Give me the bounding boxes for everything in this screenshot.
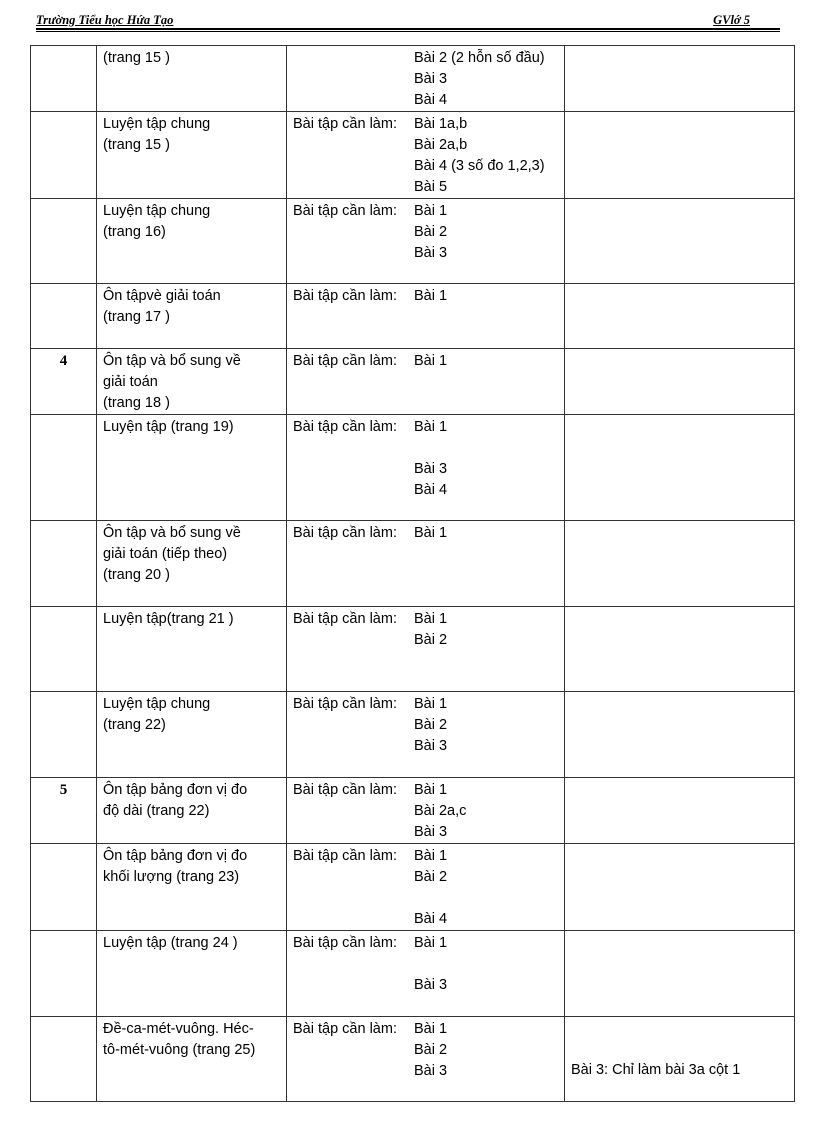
lesson-line: Đề-ca-mét-vuông. Héc-	[103, 1021, 254, 1037]
exercise-item: Bài 2	[414, 1042, 448, 1058]
table-row	[31, 415, 795, 521]
note-cell	[565, 931, 795, 1017]
exercise-item: Bài 2	[414, 632, 448, 648]
exercise-item: Bài 1	[414, 935, 448, 951]
exercise-item: Bài 1	[414, 696, 448, 712]
table-row	[31, 521, 795, 607]
exercise-item: Bài 4	[414, 911, 448, 927]
table-row	[31, 1017, 795, 1102]
table-row	[31, 844, 795, 931]
week-cell	[31, 607, 97, 692]
lesson-cell	[97, 112, 287, 199]
exercise-item: Bài 2a,c	[414, 803, 467, 819]
lesson-cell	[97, 607, 287, 692]
note-cell	[565, 284, 795, 349]
exercise-cell	[287, 112, 565, 199]
lesson-line: Ôn tập bảng đơn vị đo	[103, 848, 248, 864]
exercise-item: Bài 3	[414, 71, 448, 87]
exercise-item: Bài 3	[414, 1063, 448, 1079]
exercise-item: Bài 1	[414, 782, 448, 798]
required-label	[293, 48, 414, 111]
note-cell	[565, 112, 795, 199]
table-row	[31, 349, 795, 415]
exercise-item: Bài 4	[414, 482, 448, 498]
lesson-line: khối lượng (trang 23)	[103, 869, 240, 885]
exercise-cell	[287, 415, 565, 521]
exercise-item: Bài 1	[414, 1021, 448, 1037]
exercise-item: Bài 3	[414, 977, 448, 993]
exercise-item: Bài 1	[414, 419, 448, 435]
exercise-cell	[287, 521, 565, 607]
exercise-cell	[287, 931, 565, 1017]
table-row	[31, 931, 795, 1017]
note-cell	[565, 415, 795, 521]
exercise-item: Bài 2	[414, 869, 448, 885]
exercise-item: Bài 1	[414, 353, 448, 369]
required-label: Bài tập cần làm:	[293, 525, 397, 541]
lesson-line: Luyện tập(trang 21 )	[103, 611, 234, 627]
week-cell	[31, 844, 97, 931]
lesson-line: (trang 17 )	[103, 309, 170, 325]
table-row	[31, 778, 795, 844]
lesson-cell	[97, 46, 287, 112]
lesson-line: giải toán	[103, 374, 158, 390]
week-cell	[31, 284, 97, 349]
lesson-line: (trang 15 )	[103, 137, 170, 153]
exercise-item: Bài 2	[414, 224, 448, 240]
page-header	[36, 12, 780, 28]
table-row	[31, 46, 795, 112]
grade-label: GVlớ 5	[713, 13, 750, 27]
lesson-cell	[97, 521, 287, 607]
required-label: Bài tập cần làm:	[293, 782, 397, 798]
exercise-item: Bài 3	[414, 461, 448, 477]
table-row	[31, 607, 795, 692]
lesson-line: độ dài (trang 22)	[103, 803, 210, 819]
note-cell	[565, 199, 795, 284]
note-cell	[565, 46, 795, 112]
exercise-cell	[287, 349, 565, 415]
lesson-cell	[97, 199, 287, 284]
week-cell: 5	[31, 778, 97, 844]
lesson-line: (trang 16)	[103, 224, 166, 240]
exercise-item: Bài 3	[414, 824, 448, 840]
required-label: Bài tập cần làm:	[293, 419, 397, 435]
lesson-line: Luyện tập (trang 24 )	[103, 935, 238, 951]
exercise-cell	[287, 692, 565, 778]
lesson-cell	[97, 692, 287, 778]
exercise-cell	[287, 1017, 565, 1102]
school-name: Trường Tiểu học Hứa Tạo	[36, 13, 174, 27]
exercise-cell	[287, 778, 565, 844]
required-label: Bài tập cần làm:	[293, 288, 397, 304]
lesson-cell	[97, 778, 287, 844]
exercise-item: Bài 1	[414, 288, 448, 304]
lesson-line: Ôn tậpvè giải toán	[103, 288, 221, 304]
exercise-cell	[287, 844, 565, 931]
exercise-item: Bài 1	[414, 203, 448, 219]
header-rule-thin	[36, 31, 780, 32]
exercise-item: Bài 3	[414, 738, 448, 754]
note-cell	[565, 521, 795, 607]
note-cell	[565, 778, 795, 844]
lesson-line: Luyện tập (trang 19)	[103, 419, 234, 435]
week-cell	[31, 415, 97, 521]
lesson-line: (trang 22)	[103, 717, 166, 733]
required-label: Bài tập cần làm:	[293, 203, 397, 219]
exercise-item: Bài 4	[414, 92, 448, 108]
week-cell	[31, 931, 97, 1017]
required-label: Bài tập cần làm:	[293, 1021, 397, 1037]
note-cell	[565, 692, 795, 778]
table-row	[31, 199, 795, 284]
exercise-item	[414, 954, 558, 975]
lesson-line: (trang 20 )	[103, 567, 170, 583]
lesson-line: Luyện tập chung	[103, 203, 211, 219]
lesson-table	[30, 45, 795, 1102]
lesson-line: (trang 18 )	[103, 395, 170, 411]
exercise-item: Bài 5	[414, 179, 448, 195]
week-cell	[31, 521, 97, 607]
lesson-line: Ôn tập và bổ sung về	[103, 353, 241, 369]
lesson-cell	[97, 1017, 287, 1102]
required-label: Bài tập cần làm:	[293, 848, 397, 864]
lesson-cell	[97, 349, 287, 415]
note-cell	[565, 844, 795, 931]
exercise-item: Bài 2 (2 hỗn số đầu)	[414, 50, 545, 66]
exercise-item: Bài 2a,b	[414, 137, 468, 153]
note-cell	[565, 607, 795, 692]
exercise-item: Bài 1a,b	[414, 116, 468, 132]
exercise-item: Bài 3	[414, 245, 448, 261]
exercise-item	[414, 888, 558, 909]
exercise-cell	[287, 199, 565, 284]
lesson-line: Luyện tập chung	[103, 116, 211, 132]
week-cell: 4	[31, 349, 97, 415]
week-cell	[31, 46, 97, 112]
lesson-table-body	[31, 46, 795, 1102]
lesson-line: Ôn tập bảng đơn vị đo	[103, 782, 248, 798]
week-cell	[31, 199, 97, 284]
lesson-line: Luyện tập chung	[103, 696, 211, 712]
lesson-cell	[97, 844, 287, 931]
lesson-line: Ôn tập và bổ sung về	[103, 525, 241, 541]
lesson-cell	[97, 415, 287, 521]
exercise-item: Bài 1	[414, 611, 448, 627]
exercise-cell	[287, 284, 565, 349]
required-label: Bài tập cần làm:	[293, 935, 397, 951]
exercise-item: Bài 1	[414, 525, 448, 541]
exercise-item: Bài 4 (3 số đo 1,2,3)	[414, 158, 545, 174]
exercise-item: Bài 2	[414, 717, 448, 733]
exercise-cell	[287, 607, 565, 692]
week-cell	[31, 1017, 97, 1102]
required-label: Bài tập cần làm:	[293, 696, 397, 712]
week-cell	[31, 112, 97, 199]
header-rule	[36, 28, 780, 30]
lesson-cell	[97, 284, 287, 349]
lesson-line: giải toán (tiếp theo)	[103, 546, 228, 562]
required-label: Bài tập cần làm:	[293, 611, 397, 627]
table-row	[31, 112, 795, 199]
exercise-item: Bài 1	[414, 848, 448, 864]
lesson-line: (trang 15 )	[103, 50, 170, 66]
required-label: Bài tập cần làm:	[293, 116, 397, 132]
exercise-cell	[287, 46, 565, 112]
lesson-line: tô-mét-vuông (trang 25)	[103, 1042, 256, 1058]
exercise-item	[414, 438, 558, 459]
lesson-cell	[97, 931, 287, 1017]
note-text: Bài 3: Chỉ làm bài 3a cột 1	[571, 1062, 741, 1078]
note-cell	[565, 1017, 795, 1102]
table-row	[31, 692, 795, 778]
note-cell	[565, 349, 795, 415]
table-row	[31, 284, 795, 349]
week-cell	[31, 692, 97, 778]
required-label: Bài tập cần làm:	[293, 353, 397, 369]
